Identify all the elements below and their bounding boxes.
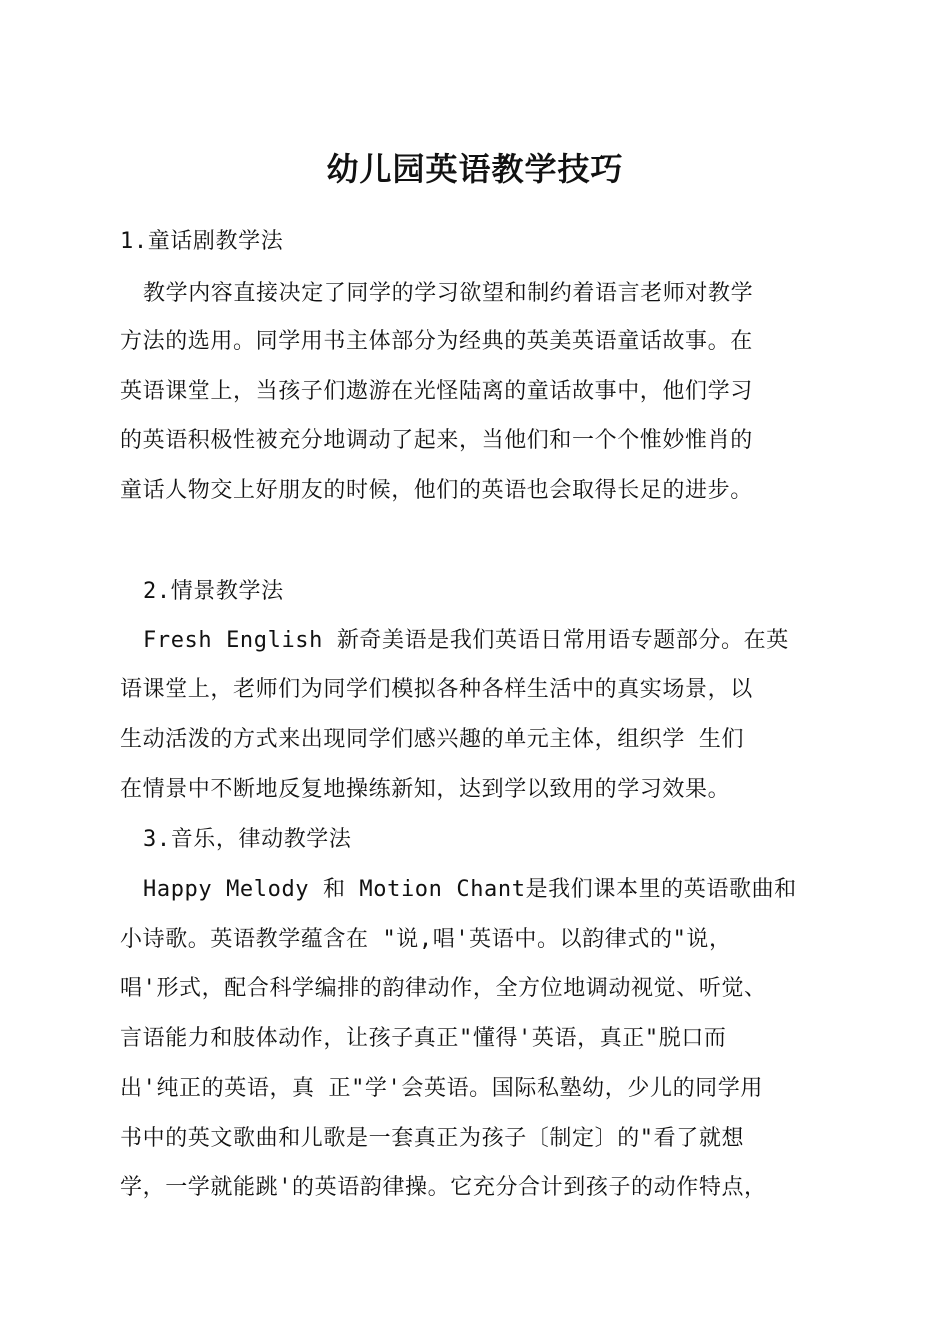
paragraph-line: 的英语积极性被充分地调动了起来，当他们和一个个惟妙惟肖的: [120, 428, 753, 453]
paragraph-line: 语课堂上，老师们为同学们模拟各种各样生活中的真实场景，以: [120, 677, 753, 702]
paragraph-line: 在情景中不断地反复地操练新知，达到学以致用的学习效果。: [120, 777, 731, 802]
paragraph-line: 童话人物交上好朋友的时候，他们的英语也会取得长足的进步。: [120, 478, 753, 503]
paragraph-line: 生动活泼的方式来出现同学们感兴趣的单元主体，组织学 生们: [120, 727, 745, 752]
paragraph-line: 英语课堂上，当孩子们遨游在光怪陆离的童话故事中，他们学习: [120, 379, 753, 404]
paragraph-line: 教学内容直接决定了同学的学习欲望和制约着语言老师对教学: [143, 281, 754, 306]
document-title: 幼儿园英语教学技巧: [326, 150, 624, 188]
paragraph-line: Fresh English 新奇美语是我们英语日常用语专题部分。在英: [143, 628, 789, 653]
paragraph-line: 方法的选用。同学用书主体部分为经典的英美英语童话故事。在: [120, 329, 753, 354]
section-heading-situational: 2.情景教学法: [143, 579, 284, 604]
section-heading-fairy-tale: 1.童话剧教学法: [120, 229, 284, 254]
paragraph-line: 学，一学就能跳'的英语韵律操。它充分合计到孩子的动作特点，: [120, 1175, 767, 1200]
paragraph-line: 书中的英文歌曲和儿歌是一套真正为孩子〔制定〕的"看了就想: [120, 1126, 745, 1151]
paragraph-line: 出'纯正的英语，真 正"学'会英语。国际私塾幼，少儿的同学用: [120, 1076, 763, 1101]
section-heading-music: 3.音乐，律动教学法: [143, 827, 352, 852]
paragraph-line: 小诗歌。英语教学蕴含在 "说,唱'英语中。以韵律式的"说，: [120, 927, 732, 952]
paragraph-line: 唱'形式，配合科学编排的韵律动作，全方位地调动视觉、听觉、: [120, 976, 767, 1001]
paragraph-line: Happy Melody 和 Motion Chant是我们课本里的英语歌曲和: [143, 877, 797, 902]
paragraph-line: 言语能力和肢体动作，让孩子真正"懂得'英语，真正"脱口而: [120, 1026, 727, 1051]
